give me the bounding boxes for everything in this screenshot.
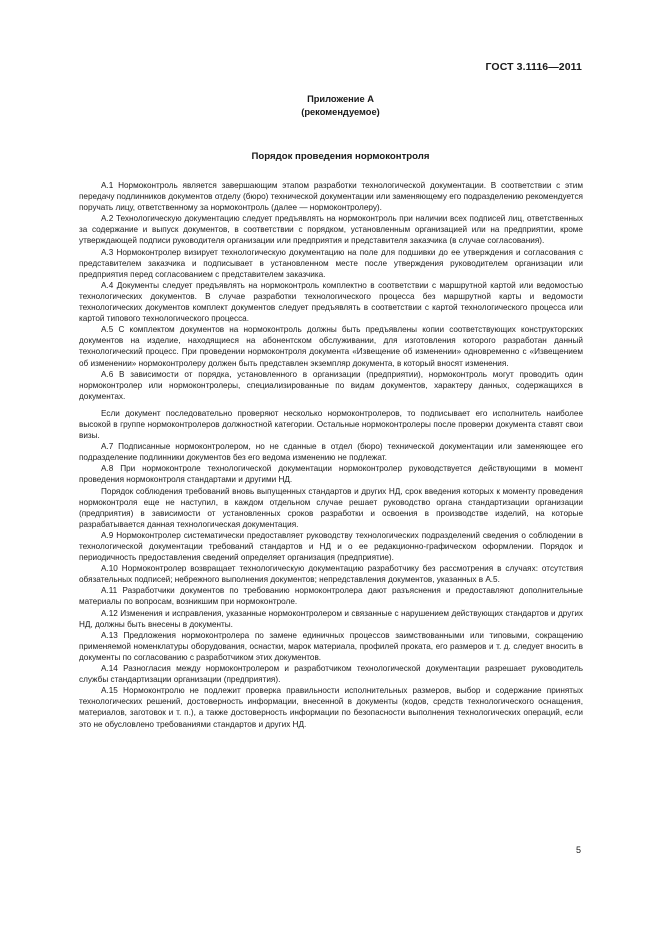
paragraph-a4: А.4 Документы следует предъявлять на нормоконтроль комплектно в соответствии с маршрутной картой или ведомостью технологических документов. В случае разработки технологического процесса без маршрутной карты и ведомости технологических документов комплект документов следует предъявлять в соответствии с картой технологического процесса или картой типового технологического процесса. (79, 280, 583, 324)
document-code: ГОСТ 3.1116—2011 (485, 61, 582, 73)
paragraph-a5: А.5 С комплектом документов на нормоконтроль должны быть предъявлены копии соответствующих конструкторских документов на изделие, находящиеся на абонентском обслуживании, для изготовления которого разработан данный технологический процесс. При проведении нормоконтроля документа «Извещение об изменении» одновременно с «Извещением об изменении» нормоконтролеру должен быть представлен экземпляр документа, в который вносят изменения. (79, 325, 583, 368)
paragraph-a8-continued: Порядок соблюдения требований вновь выпущенных стандартов и других НД, срок введения которых к моменту проведения нормоконтроля еще не наступил, в каждом отдельном случае решает руководство органа стандартизации организации (предприятия) в зависимости от установленных сроков разработки и освоения в производстве изделий, на которые разрабатывается данная технологическая документация. (79, 486, 583, 529)
section-title: Порядок проведения нормоконтроля (251, 151, 430, 162)
body-text (79, 180, 583, 730)
annex-status: (рекомендуемое) (301, 107, 380, 117)
paragraph-a7: А.7 Подписанные нормоконтролером, но не сданные в отдел (бюро) технической документации или заменяющее его подразделение подлинники документов без его ведома изменению не подлежат. (79, 442, 583, 463)
paragraph-a14: А.14 Разногласия между нормоконтролером и разработчиком технологической документации разрешает руководитель службы стандартизации организации (предприятия). (79, 664, 583, 685)
paragraph-a2: А.2 Технологическую документацию следует предъявлять на нормоконтроль при наличии всех подписей лиц, ответственных за содержание и выпуск документов, в соответствии с порядком, установленным организацией или на предприятии, кроме утверждающей подписи руководителя организации или предприятия и представителя заказчика (в случае согласования). (79, 214, 583, 246)
paragraph-a8: А.8 При нормоконтроле технологической документации нормоконтролер руководствуется действующими в момент проведения нормоконтроля стандартами и другими НД. (79, 464, 583, 485)
annex-title: Приложение А (307, 94, 374, 104)
paragraph-a12: А.12 Изменения и исправления, указанные нормоконтролером и связанные с нарушением действующих стандартов и других НД, должны быть внесены в документы. (79, 608, 583, 629)
page-number: 5 (575, 845, 581, 855)
paragraph-a6-continued: Если документ последовательно проверяют несколько нормоконтролеров, то подписывает его исполнитель наиболее высокой в группе нормоконтролеров должностной категории. Остальные нормоконтролеры после проверки документа ставят свои визы. (79, 408, 583, 441)
paragraph-a1: А.1 Нормоконтроль является завершающим этапом разработки технологической документации. В соответствии с этим передачу подлинников документов отделу (бюро) технической документации или заменяющему его подразделению рекомендуется поручать лицу, ответственному за нормоконтроль (далее — нормоконтролеру). (79, 181, 583, 213)
paragraph-a3: А.3 Нормоконтролер визирует технологическую документацию на поле для подшивки до ее утверждения и согласования с представителем заказчика и подписывает в установленном месте после утверждения руководителем организации или предприятия перед согласованием с представителем заказчика. (79, 247, 583, 279)
paragraph-a15: А.15 Нормоконтролю не подлежит проверка правильности исполнительных размеров, выбор и содержание принятых технологических решений, достоверность информации, внесенной в документы (кодов, средств технологического оснащения, материалов, заготовок и т. п.), а также достоверность информации по безопасности выполнения технологических операций, если это не обусловлено требованиями стандартов и других НД. (79, 686, 583, 729)
paragraph-a13: А.13 Предложения нормоконтролера по замене единичных процессов заимствованными или типовыми, сокращению применяемой номенклатуры оборудования, оснастки, марок материала, профилей проката, его размеров и т. д. следует вносить в документы по согласованию с разработчиком этих документов. (79, 630, 583, 662)
paragraph-a6: А.6 В зависимости от порядка, установленного в организации (предприятии), нормоконтроль могут проводить один нормоконтролер или нормоконтролеры, специализированные по видам документов, характеру данных, содержащихся в документах. (79, 369, 583, 401)
annex-heading (0, 93, 661, 119)
paragraph-a11: А.11 Разработчики документов по требованию нормоконтролера дают разъяснения и предоставляют дополнительные материалы по вопросам, возникшим при нормоконтроле. (79, 586, 583, 607)
paragraph-a10: А.10 Нормоконтролер возвращает технологическую документацию разработчику без рассмотрения в случаях: отсутствия обязательных подписей; небрежного выполнения документов; непредставления документов, указанных в А.5. (79, 564, 583, 585)
paragraph-a9: А.9 Нормоконтролер систематически предоставляет руководству технологических подразделений сведения о соблюдении в технологической документации требований стандартов и НД и о ее редакционно-графическом оформлении. Порядок и периодичность предоставления сведений определяет организация (предприятие). (79, 530, 583, 563)
